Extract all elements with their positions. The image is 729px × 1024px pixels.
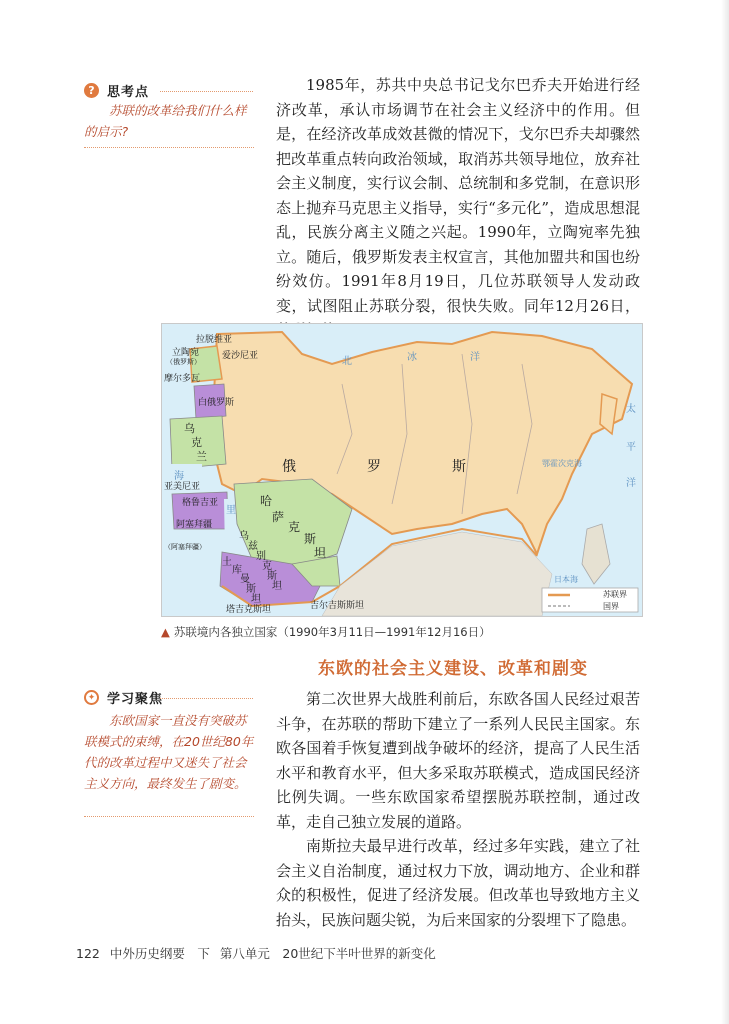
label-black-sea: 海 <box>174 471 184 482</box>
label-turkmen-d: 斯 <box>246 584 256 595</box>
label-arctic-c: 洋 <box>470 352 480 363</box>
focus-icon: ✦ <box>84 690 99 705</box>
label-arctic-b: 冰 <box>407 352 417 363</box>
label-ukraine-c: 兰 <box>196 450 207 463</box>
label-latvia: 拉脱维亚 <box>196 335 233 345</box>
label-russia-a: 俄 <box>282 459 296 475</box>
label-caspian: 里 <box>226 505 236 516</box>
ussr-map <box>161 323 643 617</box>
label-kazakh-a: 哈 <box>260 494 273 508</box>
unit-title: 第八单元 20世纪下半叶世界的新变化 <box>219 946 436 961</box>
map-caption <box>161 624 491 640</box>
page-edge-shadow <box>721 0 729 1024</box>
label-lithuania: 立陶宛 <box>172 348 200 358</box>
learning-focus-divider <box>84 816 254 817</box>
label-russia-b: 罗 <box>367 459 381 475</box>
label-arctic-a: 北 <box>342 356 352 367</box>
caption-triangle-icon: ▲ <box>161 625 170 639</box>
label-ukraine-b: 克 <box>191 436 202 449</box>
japan-islands <box>582 524 610 584</box>
label-uzbek-a: 乌 <box>239 531 249 542</box>
label-russia-c: 斯 <box>452 459 466 475</box>
label-kazakh-b: 萨 <box>272 510 285 524</box>
label-armenia: 亚美尼亚 <box>164 482 201 492</box>
label-tajik: 塔吉克斯坦 <box>226 605 272 615</box>
label-pacific-b: 平 <box>626 442 636 453</box>
label-nakhchivan: （阿塞拜疆） <box>164 543 206 551</box>
label-kaliningrad: （俄罗斯） <box>166 358 201 366</box>
label-pacific-a: 太 <box>626 404 636 415</box>
section-paragraph-1: 第二次世界大战胜利前后，东欧各国人民经过艰苦斗争，在苏联的帮助下建立了一系列人民民主国家。东欧各国着手恢复遭到战争破坏的经济，提高了人民生活水平和教育水平，但大多采取苏联模式，造成国民经济比例失调。一些东欧国家希望摆脱苏联控制，通过改革，走自己独立发展的道路。 <box>276 690 640 831</box>
label-georgia: 格鲁吉亚 <box>182 498 219 508</box>
label-ukraine-a: 乌 <box>184 422 195 435</box>
label-pacific-c: 洋 <box>626 478 636 489</box>
main-paragraph: 1985年，苏共中央总书记戈尔巴乔夫开始进行经济改革，承认市场调节在社会主义经济中的作用。但是，在经济改革成效甚微的情况下，戈尔巴乔夫却骤然把改革重点转向政治领域，取消苏共领导地位，放弃社会主义制度，实行议会制、总统制和多党制，在意识形态上抛弃马克思主义指导，实行“多元化”，造成思想混乱，民族分离主义随之兴起。1990年，立陶宛率先独立。随后，俄罗斯发表主权宣言，其他加盟共和国也纷纷效仿。1991年8月19日，几位苏联领导人发动政变，试图阻止苏联分裂，很快失败。同年12月26日， <box>276 76 640 315</box>
label-estonia: 爱沙尼亚 <box>222 351 259 361</box>
label-uzbek-e: 斯 <box>267 571 277 582</box>
question-icon: ? <box>84 83 99 98</box>
think-point-title: 思考点 <box>107 85 150 100</box>
label-turkmen-e: 坦 <box>251 594 261 605</box>
think-point-header <box>84 81 149 100</box>
think-point-dotline <box>160 91 253 92</box>
label-kazakh-d: 斯 <box>304 532 317 546</box>
label-kazakh-c: 克 <box>288 520 301 534</box>
learning-focus-header <box>84 688 163 707</box>
label-uzbek-f: 坦 <box>272 581 282 592</box>
label-turkmen-a: 土 <box>222 557 232 568</box>
label-kazakh-e: 坦 <box>314 546 327 560</box>
map-caption-text: 苏联境内各独立国家（1990年3月11日—1991年12月16日） <box>173 625 491 639</box>
label-turkmen-c: 曼 <box>240 574 250 585</box>
think-point-divider <box>84 147 254 148</box>
section-paragraph-block <box>276 687 640 932</box>
legend-state-border: 国界 <box>603 602 619 611</box>
label-moldova: 摩尔多瓦 <box>164 374 201 384</box>
label-japan-sea: 日本海 <box>554 575 578 584</box>
learning-focus-dotline <box>160 698 253 699</box>
label-uzbek-c: 别 <box>256 551 266 562</box>
label-kyrgyz: 吉尔吉斯斯坦 <box>310 601 365 611</box>
main-paragraph-block <box>276 73 640 343</box>
section-title: 东欧的社会主义建设、改革和剧变 <box>318 659 588 679</box>
think-point-body: 苏联的改革给我们什么样的启示? <box>84 103 247 139</box>
label-okhotsk: 鄂霍次克海 <box>542 459 582 468</box>
book-title: 中外历史纲要 下 <box>109 946 210 961</box>
page-number: 122 <box>76 946 100 961</box>
label-belarus: 白俄罗斯 <box>198 398 235 408</box>
section-paragraph-2: 南斯拉夫最早进行改革，经过多年实践，建立了社会主义自治制度，通过权力下放，调动地方、企业和群众的积极性，促进了经济发展。但改革也导致地方主义抬头，民族问题尖锐，为后来国家的分裂埋下了隐患。 <box>276 837 640 929</box>
label-azerbaijan: 阿塞拜疆 <box>176 520 213 530</box>
legend-ussr-border: 苏联界 <box>603 590 627 599</box>
label-uzbek-b: 兹 <box>248 541 258 552</box>
label-turkmen-b: 库 <box>232 565 242 576</box>
label-uzbek-d: 克 <box>262 561 272 572</box>
page-footer <box>76 944 446 962</box>
learning-focus-title: 学习聚焦 <box>107 692 164 707</box>
learning-focus-body: 东欧国家一直没有突破苏联模式的束缚，在20世纪80年代的改革过程中又迷失了社会主义方向，最终发生了剧变。 <box>84 713 254 791</box>
